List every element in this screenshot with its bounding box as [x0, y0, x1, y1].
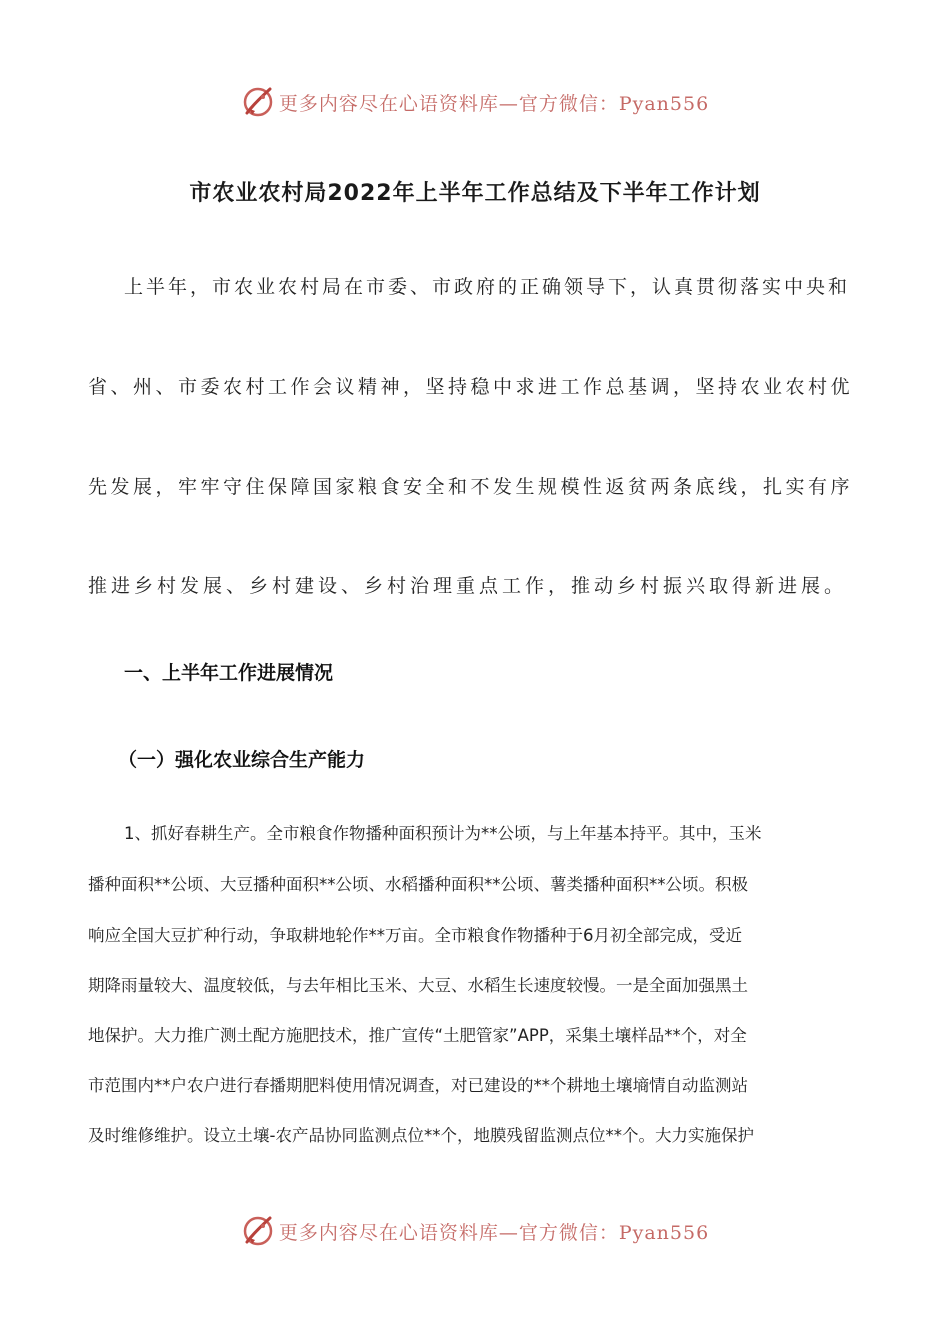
body-line-6: 市范围内**户农户进行春播期肥料使用情况调查，对已建设的**个耕地土壤墒情自动监测站 — [88, 1076, 748, 1095]
section-heading: 一、上半年工作进展情况 — [124, 662, 334, 684]
body-line-2: 播种面积**公顷、大豆播种面积**公顷、水稻播种面积**公顷、薯类播种面积**公顷。积极 — [88, 875, 748, 894]
intro-line-1: 上半年，市农业农村局在市委、市政府的正确领导下，认真贯彻落实中央和 — [124, 276, 851, 298]
body-line-3: 响应全国大豆扩种行动，争取耕地轮作**万亩。全市粮食作物播种于6月初全部完成，受近 — [88, 926, 742, 945]
document-title: 市农业农村局2022年上半年工作总结及下半年工作计划 — [189, 181, 761, 206]
intro-line-3: 先发展，牢牢守住保障国家粮食安全和不发生规模性返贫两条底线，扎实有序 — [88, 476, 854, 498]
footer-banner-text: 更多内容尽在心语资料库—官方微信：Pyan556 — [278, 1221, 710, 1244]
body-line-7: 及时维修维护。设立土壤-农产品协同监测点位**个，地膜残留监测点位**个。大力实施保护 — [88, 1126, 754, 1145]
intro-line-2: 省、州、市委农村工作会议精神，坚持稳中求进工作总基调，坚持农业农村优 — [88, 376, 854, 398]
header-banner — [0, 82, 950, 122]
brush-pen-logo-icon — [241, 1214, 275, 1248]
body-line-1: 1、抓好春耕生产。全市粮食作物播种面积预计为**公顷，与上年基本持平。其中，玉米 — [124, 824, 762, 843]
body-line-5: 地保护。大力推广测土配方施肥技术，推广宣传“土肥管家”APP，采集土壤样品**个，对全 — [88, 1026, 747, 1045]
subsection-heading: （一）强化农业综合生产能力 — [118, 749, 366, 771]
brush-pen-logo-icon — [241, 85, 275, 119]
intro-line-4: 推进乡村发展、乡村建设、乡村治理重点工作，推动乡村振兴取得新进展。 — [88, 575, 848, 597]
body-line-4: 期降雨量较大、温度较低，与去年相比玉米、大豆、水稻生长速度较慢。一是全面加强黑土 — [88, 976, 748, 995]
header-banner-text: 更多内容尽在心语资料库—官方微信：Pyan556 — [278, 92, 710, 115]
footer-banner — [0, 1211, 950, 1251]
